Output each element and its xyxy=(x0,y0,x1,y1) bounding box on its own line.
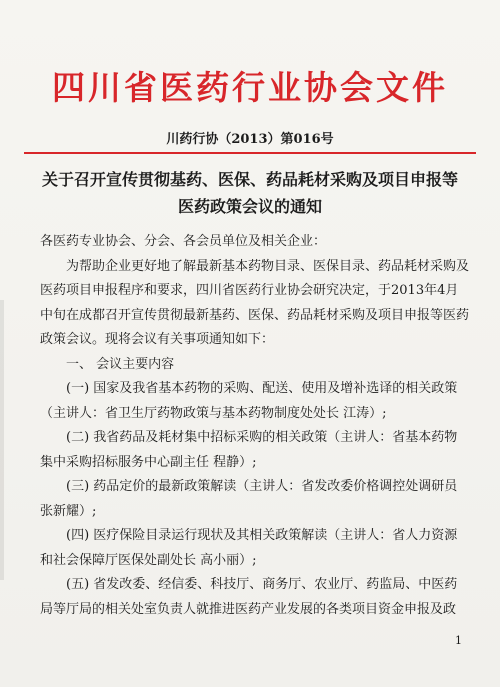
letterhead-title: 四川省医药行业协会文件 xyxy=(52,68,448,107)
agenda-item-1: (一) 国家及我省基本药物的采购、配送、使用及增补选译的相关政策（主讲人：省卫生厅药物政策与基本药物制度处处长 江涛）; xyxy=(40,381,458,421)
page-number: 1 xyxy=(455,634,462,647)
letterhead-red-rule xyxy=(24,152,476,154)
notice-body xyxy=(40,230,470,622)
document-number: 川药行协（2013）第016号 xyxy=(166,132,334,147)
agenda-item-2: (二) 我省药品及耗材集中招标采购的相关政策（主讲人：省基本药物集中采购招标服务中心副主任 程静）; xyxy=(40,430,458,470)
agenda-item-3: (三) 药品定价的最新政策解读（主讲人：省发改委价格调控处调研员张新耀）; xyxy=(40,479,458,519)
notice-title xyxy=(0,166,500,220)
agenda-item-4: (四) 医疗保险目录运行现状及其相关政策解读（主讲人：省人力资源和社会保障厅医保处副处长 高小丽）; xyxy=(40,528,458,568)
agenda-item-5: (五) 省发改委、经信委、科技厅、商务厅、农业厅、药监局、中医药局等厅局的相关处室负责人就推进医药产业发展的各类项目资金申报及政 xyxy=(40,577,458,617)
scan-edge-shadow xyxy=(0,300,4,580)
notice-title-line-2: 医药政策会议的通知 xyxy=(177,197,322,216)
intro-paragraph: 为帮助企业更好地了解最新基本药物目录、医保目录、药品耗材采购及医药项目申报程序和要求，四川省医药行业协会研究决定，于2013年4月中旬在成都召开宣传贯彻最新基药、医保、药品耗材采购及项目申报等医药政策会议。现将会议有关事项通知如下： xyxy=(40,258,470,347)
salutation: 各医药专业协会、分会、各会员单位及相关企业： xyxy=(40,234,327,249)
notice-title-line-1: 关于召开宣传贯彻基药、医保、药品耗材采购及项目申报等 xyxy=(41,170,458,189)
section-heading-1: 一、 会议主要内容 xyxy=(66,356,175,372)
